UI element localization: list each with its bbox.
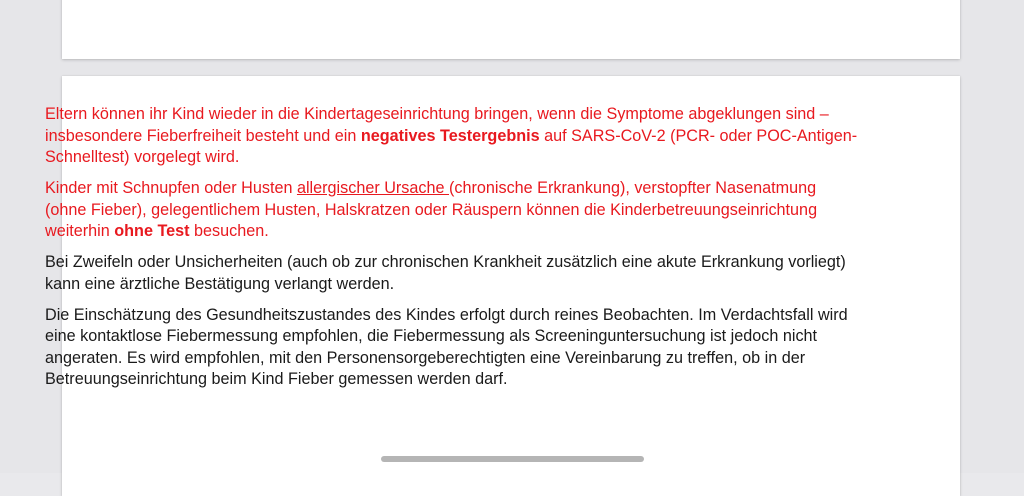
paragraph-return-after-symptoms [45, 104, 860, 169]
previous-page [62, 0, 960, 59]
underlined-allergic-cause: allergischer Ursache [296, 179, 449, 197]
emphasis-negative-test: negatives Testergebnis [360, 126, 540, 145]
emphasis-without-test: ohne Test [114, 222, 190, 240]
text-segment: Eltern können ihr Kind wieder in die Kindertageseinrichtung bringen, wenn die Symptome abgeklungen sind – insbesondere Fieberfreiheit besteht und ein [45, 105, 829, 145]
horizontal-scroll-indicator[interactable] [381, 456, 644, 462]
text-segment: (chronische Erkrankung), verstopfter Nasenatmung (ohne Fieber), gelegentlichem Husten, Halskratzen oder Räuspern können die Kinderbetreuungseinrichtung weiterhin [45, 179, 818, 240]
text-segment: besuchen. [189, 222, 269, 240]
text-segment: Kinder mit Schnupfen oder Husten [45, 179, 297, 197]
paragraph-health-assessment: Die Einschätzung des Gesundheitszustandes des Kindes erfolgt durch reines Beobachten. Im Verdachtsfall wird eine kontaktlose Fiebermessung empfohlen, die Fiebermessung als Screeninguntersuchung ist jedoch nicht angeraten. Es wird empfohlen, mit den Personensorgeberechtigten eine Vereinbarung zu treffen, ob in der Betreuungseinrichtung beim Kind Fieber gemessen werden darf. [45, 305, 848, 388]
page-content [45, 104, 860, 400]
paragraph-medical-confirmation: Bei Zweifeln oder Unsicherheiten (auch ob zur chronischen Krankheit zusätzlich eine akute Erkrankung vorliegt) kann eine ärztliche Bestätigung verlangt werden. [45, 253, 846, 293]
paragraph-allergic-children [45, 178, 860, 243]
page-number [898, 0, 916, 2]
text-segment: auf SARS-CoV-2 (PCR- oder POC-Antigen-Schnelltest) vorgelegt wird. [45, 126, 858, 166]
